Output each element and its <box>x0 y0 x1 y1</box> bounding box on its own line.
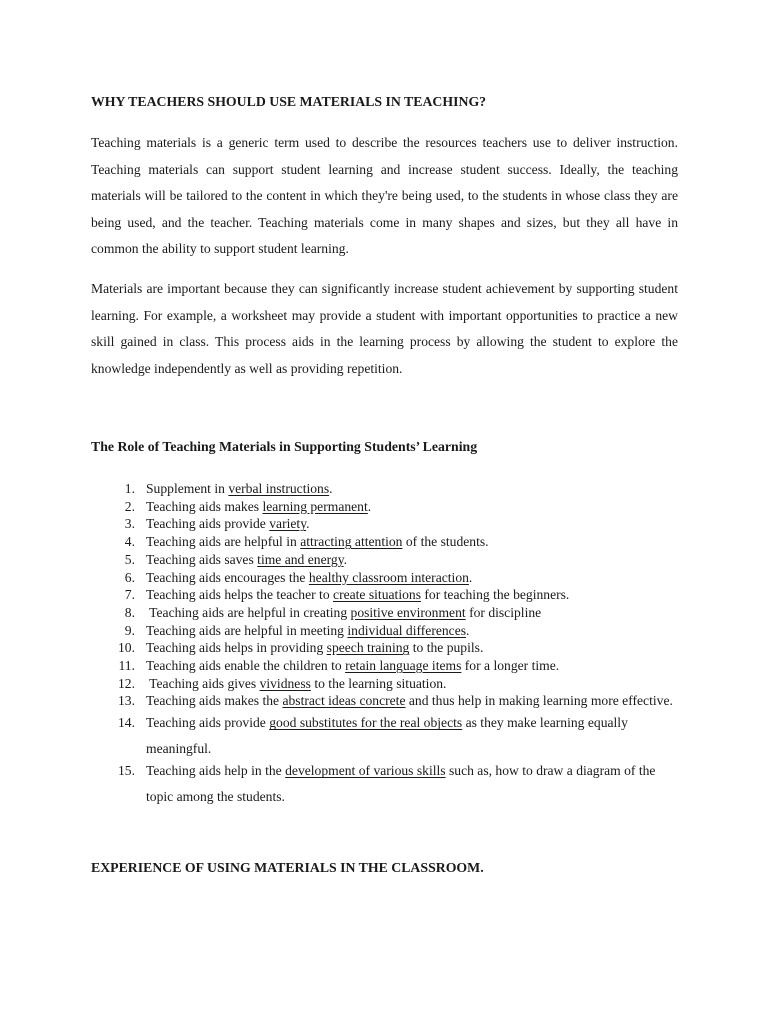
list-text: Teaching aids helps in providing <box>146 640 327 656</box>
list-text: such as, how to draw a diagram of the topic among the students. <box>146 763 656 805</box>
list-text: . <box>306 516 310 532</box>
underlined-phrase: speech training <box>326 640 410 656</box>
list-text: Teaching aids makes <box>146 498 263 514</box>
underlined-phrase: learning permanent <box>262 498 368 514</box>
underlined-phrase: healthy classroom interaction <box>308 569 469 585</box>
underlined-phrase: time and energy <box>257 551 344 567</box>
paragraph-2: Materials are important because they can significantly increase student achievement by supporting student learning. For example, a worksheet may provide a student with important opportunities to practice a new skill gained in class. This process aids in the learning process by allowing the student to explore the knowledge independently as well as providing repetition. <box>91 281 678 376</box>
page-title: WHY TEACHERS SHOULD USE MATERIALS IN TEACHING? <box>91 94 487 109</box>
list-text: Teaching aids makes the <box>146 693 283 709</box>
list-number: 11. <box>118 658 135 674</box>
underlined-phrase: verbal instructions <box>228 481 330 496</box>
list-item <box>102 533 678 551</box>
list-item <box>102 515 678 533</box>
list-item <box>102 498 678 516</box>
list-text: . <box>466 622 470 638</box>
list-number: 6. <box>124 569 135 585</box>
underlined-phrase: good substitutes for the real objects <box>269 715 463 731</box>
list-number: 3. <box>124 516 135 532</box>
list-item <box>102 639 678 657</box>
underlined-phrase: variety <box>269 516 307 532</box>
underlined-phrase: positive environment <box>350 604 466 620</box>
underlined-phrase: attracting attention <box>300 534 403 550</box>
underlined-phrase: individual differences <box>347 622 467 638</box>
list-number: 5. <box>124 551 135 567</box>
roles-list <box>102 480 678 806</box>
list-text: Teaching aids helps the teacher to <box>146 587 334 603</box>
list-text: for discipline <box>465 604 542 620</box>
list-number: 10. <box>118 640 135 656</box>
underlined-phrase: development of various skills <box>285 763 446 779</box>
list-item <box>102 758 678 810</box>
list-item <box>102 657 678 675</box>
underlined-phrase: abstract ideas concrete <box>282 693 406 709</box>
list-item <box>102 622 678 640</box>
list-item <box>102 586 678 604</box>
list-text: . <box>329 481 333 496</box>
underlined-phrase: retain language items <box>345 658 462 674</box>
list-number: 14. <box>118 715 135 731</box>
paragraph-1: Teaching materials is a generic term used to describe the resources teachers use to deliver instruction. Teaching materials can support student learning and increase student success. Ideally, the teaching materials will be tailored to the content in which they're being used, to the students in whose class they are being used, and the teacher. Teaching materials come in many shapes and sizes, but they all have in common the ability to support student learning. <box>91 135 678 256</box>
list-text: Teaching aids saves <box>146 551 258 567</box>
list-text: Teaching aids encourages the <box>146 569 309 585</box>
list-item <box>102 710 678 762</box>
list-number: 2. <box>124 498 135 514</box>
list-number: 8. <box>124 604 135 620</box>
list-text: for teaching the beginners. <box>420 587 570 603</box>
list-text: Teaching aids provide <box>146 715 270 731</box>
footer-heading: EXPERIENCE OF USING MATERIALS IN THE CLASSROOM. <box>91 860 484 875</box>
list-number: 4. <box>124 534 135 550</box>
list-number: 12. <box>118 675 135 691</box>
list-number: 15. <box>118 763 135 779</box>
list-number: 7. <box>124 587 135 603</box>
list-text: Teaching aids enable the children to <box>146 658 346 674</box>
list-number: 13. <box>118 693 135 709</box>
list-text: and thus help in making learning more effective. <box>405 693 673 709</box>
list-number: 1. <box>124 481 135 496</box>
underlined-phrase: vividness <box>259 675 311 691</box>
list-text: as they make learning equally meaningful. <box>146 715 628 757</box>
list-text: Supplement in <box>146 481 229 496</box>
list-text: Teaching aids are helpful in meeting <box>146 622 348 638</box>
list-text: to the learning situation. <box>310 675 447 691</box>
list-item <box>102 604 678 622</box>
list-text: . <box>468 569 473 585</box>
list-text: Teaching aids gives <box>146 675 260 691</box>
section-heading: The Role of Teaching Materials in Supporting Students’ Learning <box>91 439 478 454</box>
list-text: to the pupils. <box>409 640 484 656</box>
list-text: Teaching aids provide <box>146 516 270 532</box>
list-text: of the students. <box>402 534 489 550</box>
list-item <box>102 551 678 569</box>
list-text: for a longer time. <box>461 658 560 674</box>
list-text: . <box>343 551 348 567</box>
underlined-phrase: create situations <box>333 587 421 603</box>
list-text: Teaching aids are helpful in creating <box>146 604 351 620</box>
list-item <box>102 569 678 587</box>
list-number: 9. <box>124 622 135 638</box>
list-text: Teaching aids help in the <box>146 763 286 779</box>
list-text: Teaching aids are helpful in <box>146 534 301 550</box>
list-text: . <box>367 498 372 514</box>
list-item <box>102 480 678 498</box>
